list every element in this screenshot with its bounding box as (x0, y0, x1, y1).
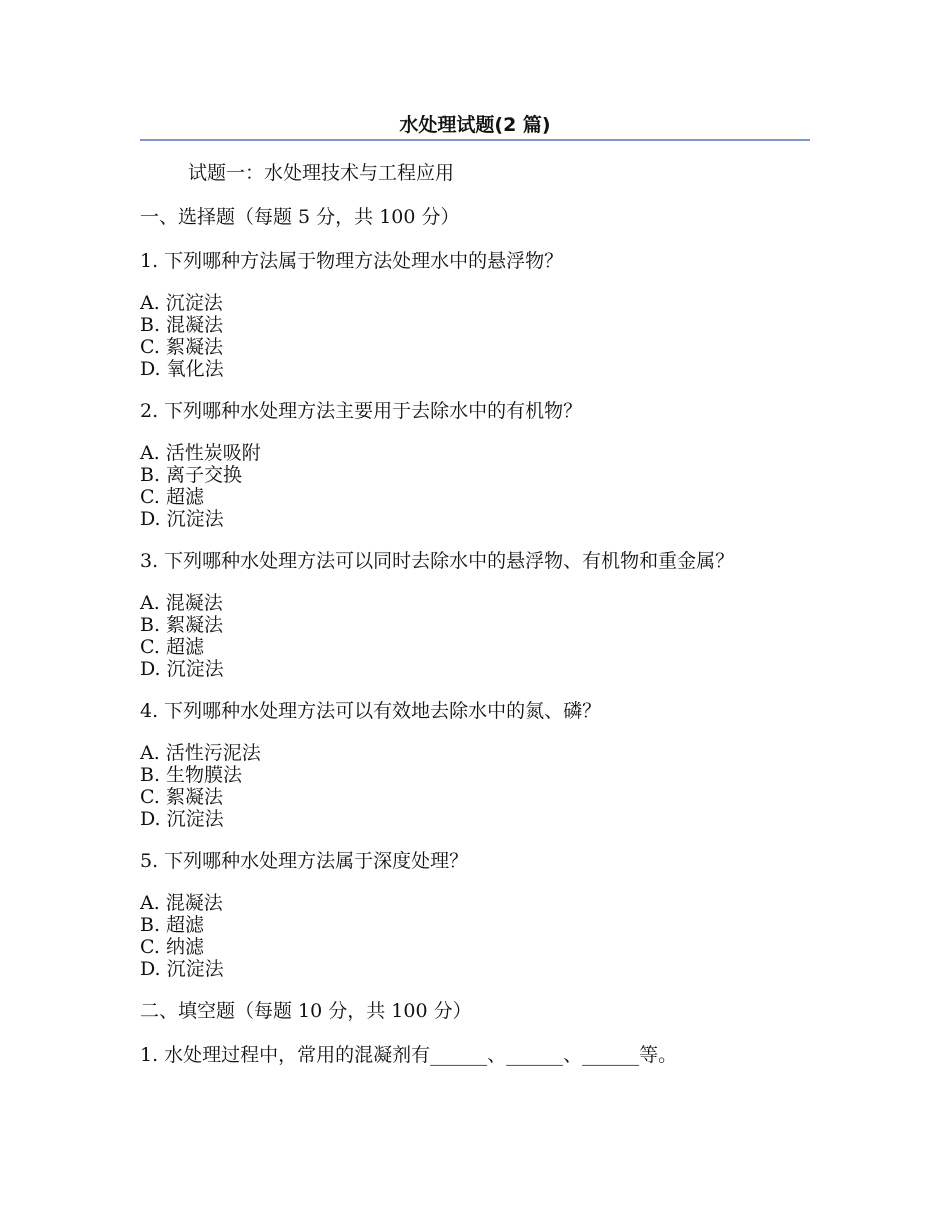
section-heading-choice: 一、选择题（每题 5 分，共 100 分） (140, 206, 460, 228)
option-c: C. 纳滤 (140, 936, 204, 958)
option-a: A. 活性炭吸附 (140, 442, 261, 464)
section-heading-fill-in: 二、填空题（每题 10 分，共 100 分） (140, 1000, 472, 1022)
document-title: 水处理试题(2 篇) (399, 114, 551, 136)
option-b: B. 混凝法 (140, 314, 224, 336)
option-list (140, 892, 800, 980)
question-text: 3. 下列哪种水处理方法可以同时去除水中的悬浮物、有机物和重金属？ (140, 550, 735, 572)
option-b: B. 超滤 (140, 914, 205, 936)
fill-in-question: 1. 水处理过程中，常用的混凝剂有______、______、______等。 (140, 1044, 678, 1066)
question-block (140, 848, 800, 980)
option-b: B. 离子交换 (140, 464, 243, 486)
option-d: D. 氧化法 (140, 358, 224, 380)
option-list (140, 442, 800, 530)
option-a: A. 混凝法 (140, 892, 223, 914)
option-d: D. 沉淀法 (140, 808, 224, 830)
option-list (140, 292, 800, 380)
question-text: 5. 下列哪种水处理方法属于深度处理？ (140, 850, 469, 872)
question-block (140, 548, 800, 680)
option-a: A. 混凝法 (140, 592, 223, 614)
option-c: C. 超滤 (140, 636, 204, 658)
option-c: C. 絮凝法 (140, 786, 223, 808)
question-text: 4. 下列哪种水处理方法可以有效地去除水中的氮、磷？ (140, 700, 602, 722)
question-block (140, 398, 800, 530)
option-d: D. 沉淀法 (140, 508, 224, 530)
option-a: A. 活性污泥法 (140, 742, 261, 764)
question-block (140, 248, 800, 380)
option-a: A. 沉淀法 (140, 292, 223, 314)
option-d: D. 沉淀法 (140, 958, 224, 980)
question-block (140, 698, 800, 830)
option-list (140, 592, 800, 680)
exam-subtitle: 试题一：水处理技术与工程应用 (188, 162, 455, 184)
option-list (140, 742, 800, 830)
question-text: 2. 下列哪种水处理方法主要用于去除水中的有机物？ (140, 400, 583, 422)
document-body (140, 160, 800, 1068)
option-c: C. 超滤 (140, 486, 204, 508)
question-text: 1. 下列哪种方法属于物理方法处理水中的悬浮物？ (140, 250, 564, 272)
option-b: B. 生物膜法 (140, 764, 243, 786)
option-b: B. 絮凝法 (140, 614, 224, 636)
title-underline (140, 139, 810, 141)
option-d: D. 沉淀法 (140, 658, 224, 680)
option-c: C. 絮凝法 (140, 336, 223, 358)
